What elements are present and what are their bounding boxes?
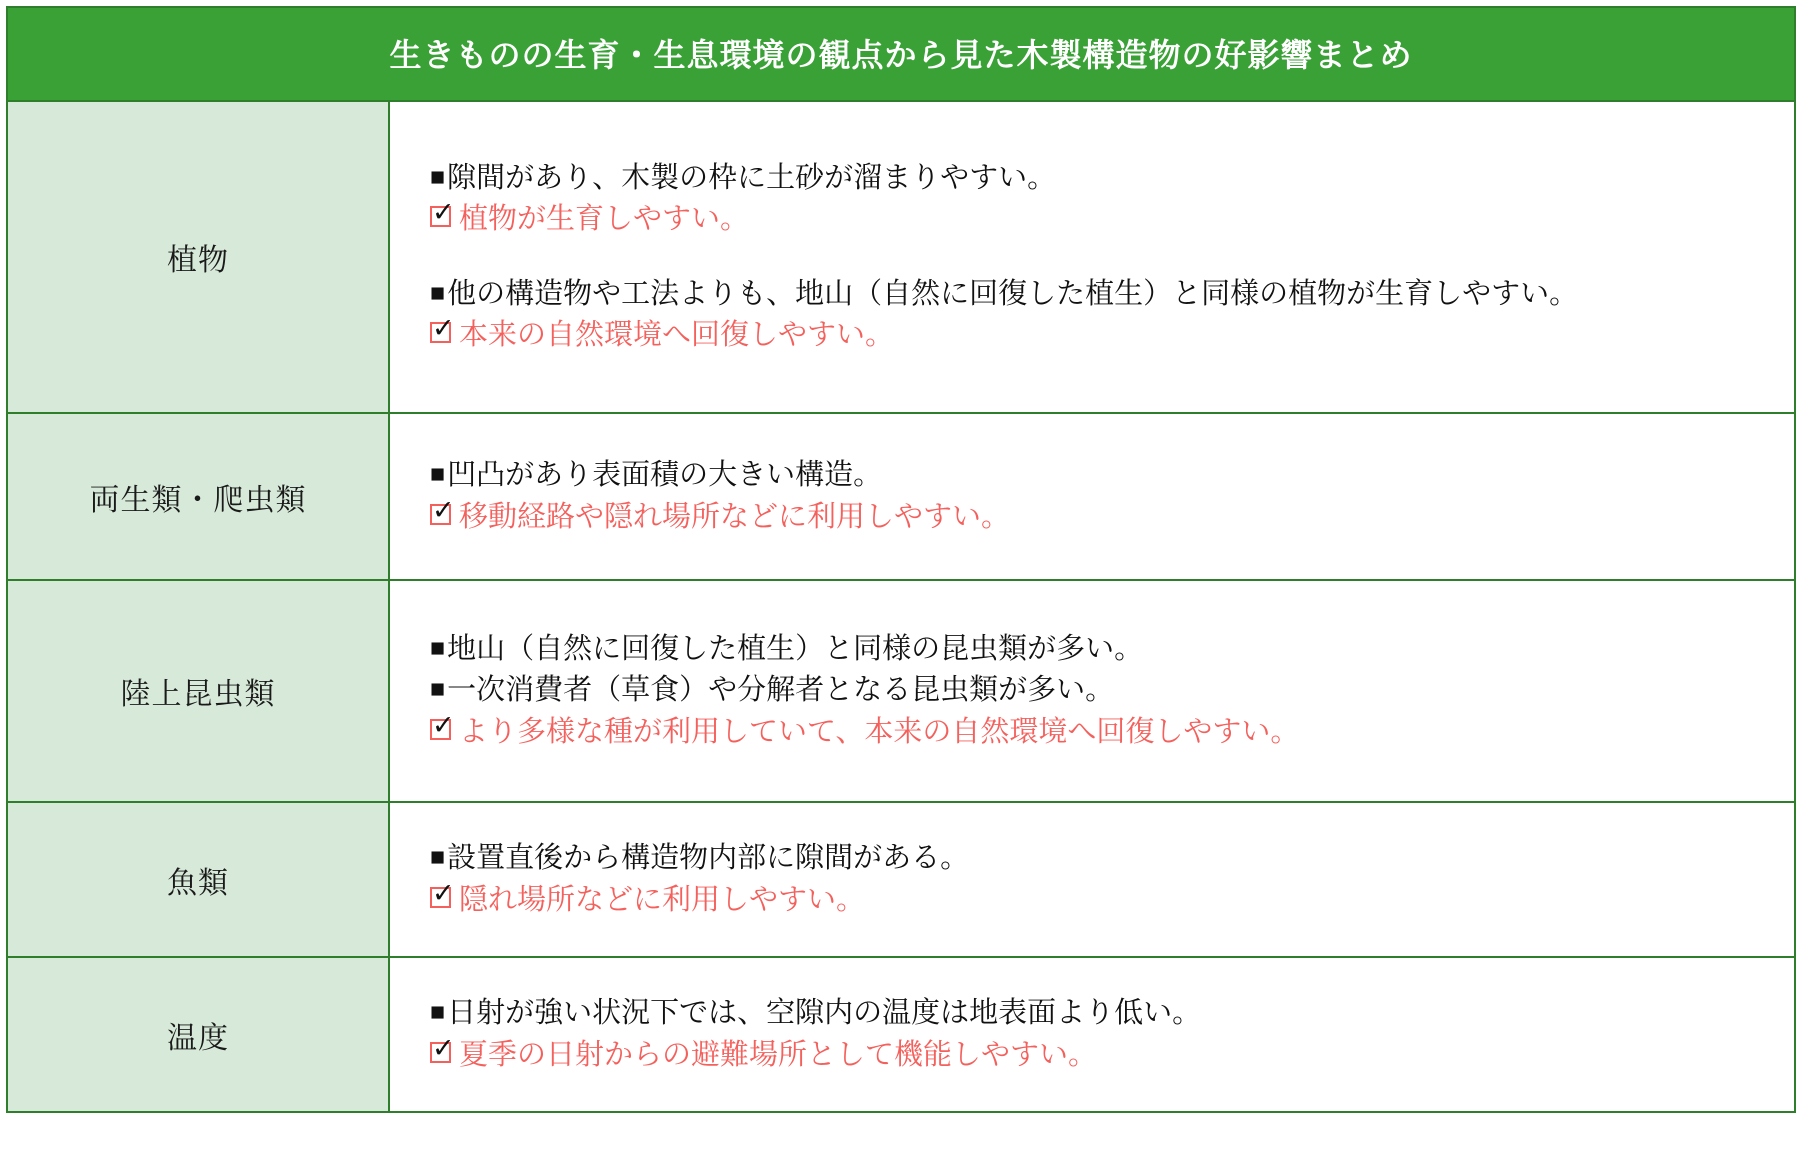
checkbox-checked-icon: ✓: [432, 877, 455, 908]
square-bullet-icon: ■: [430, 675, 446, 704]
result-line: [430, 196, 1780, 240]
square-bullet-icon: ■: [430, 634, 446, 663]
table-row: [7, 802, 1795, 957]
table-row: [7, 413, 1795, 580]
checkbox-checked-icon: ✓: [432, 494, 455, 525]
fact-line: [430, 993, 1780, 1034]
fact-line: [430, 455, 1780, 496]
square-bullet-icon: ■: [430, 162, 446, 191]
result-text: 植物が生育しやすい。: [459, 202, 750, 235]
checkbox-checked-icon: ✓: [432, 313, 455, 344]
fact-line: [430, 838, 1780, 879]
row-content-temperature: [389, 957, 1795, 1112]
category-label-fish: 魚類: [7, 802, 389, 957]
table-header-row: [7, 7, 1795, 101]
spacer: [430, 240, 1780, 274]
result-line: [430, 709, 1780, 753]
table-row: [7, 957, 1795, 1112]
fact-line: [430, 274, 1780, 315]
result-text: 本来の自然環境へ回復しやすい。: [459, 319, 895, 352]
fact-line: [430, 670, 1780, 711]
square-bullet-icon: ■: [430, 460, 446, 489]
category-label-plants: 植物: [7, 101, 389, 413]
result-line: [430, 494, 1780, 538]
row-content-plants: [389, 101, 1795, 413]
fact-text: 設置直後から構造物内部に隙間がある。: [447, 842, 970, 875]
square-bullet-icon: ■: [430, 279, 446, 307]
square-bullet-icon: ■: [430, 843, 446, 872]
result-text: より多様な種が利用していて、本来の自然環境へ回復しやすい。: [459, 715, 1300, 748]
fact-text: 凹凸があり表面積の大きい構造。: [447, 459, 883, 492]
row-content-amphibians-reptiles: [389, 413, 1795, 580]
fact-line: [430, 158, 1780, 199]
table-title: 生きものの生育・生息環境の観点から見た木製構造物の好影響まとめ: [7, 7, 1795, 101]
checkbox-checked-icon: ✓: [432, 196, 455, 227]
fact-text: 日射が強い状況下では、空隙内の温度は地表面より低い。: [447, 997, 1202, 1030]
result-text: 夏季の日射からの避難場所として機能しやすい。: [459, 1038, 1098, 1071]
result-text: 移動経路や隠れ場所などに利用しやすい。: [459, 500, 1011, 533]
fact-text: 他の構造物や工法よりも、地山（自然に回復した植生）と同様の植物が生育しやすい。: [447, 278, 1579, 310]
category-label-temperature: 温度: [7, 957, 389, 1112]
result-line: [430, 877, 1780, 921]
result-text: 隠れ場所などに利用しやすい。: [459, 883, 866, 916]
checkbox-checked-icon: ✓: [432, 709, 455, 740]
square-bullet-icon: ■: [430, 998, 446, 1027]
row-content-fish: [389, 802, 1795, 957]
category-label-amphibians-reptiles: 両生類・爬虫類: [7, 413, 389, 580]
fact-text: 地山（自然に回復した植生）と同様の昆虫類が多い。: [447, 633, 1144, 666]
table-row: [7, 101, 1795, 413]
summary-table: [6, 6, 1796, 1113]
result-line: [430, 1032, 1780, 1076]
category-label-terrestrial-insects: 陸上昆虫類: [7, 580, 389, 802]
table-row: [7, 580, 1795, 802]
row-content-terrestrial-insects: [389, 580, 1795, 802]
checkbox-checked-icon: ✓: [432, 1032, 455, 1063]
fact-line: [430, 629, 1780, 670]
fact-text: 隙間があり、木製の枠に土砂が溜まりやすい。: [447, 161, 1057, 194]
result-line: [430, 315, 1780, 356]
fact-text: 一次消費者（草食）や分解者となる昆虫類が多い。: [447, 674, 1115, 707]
